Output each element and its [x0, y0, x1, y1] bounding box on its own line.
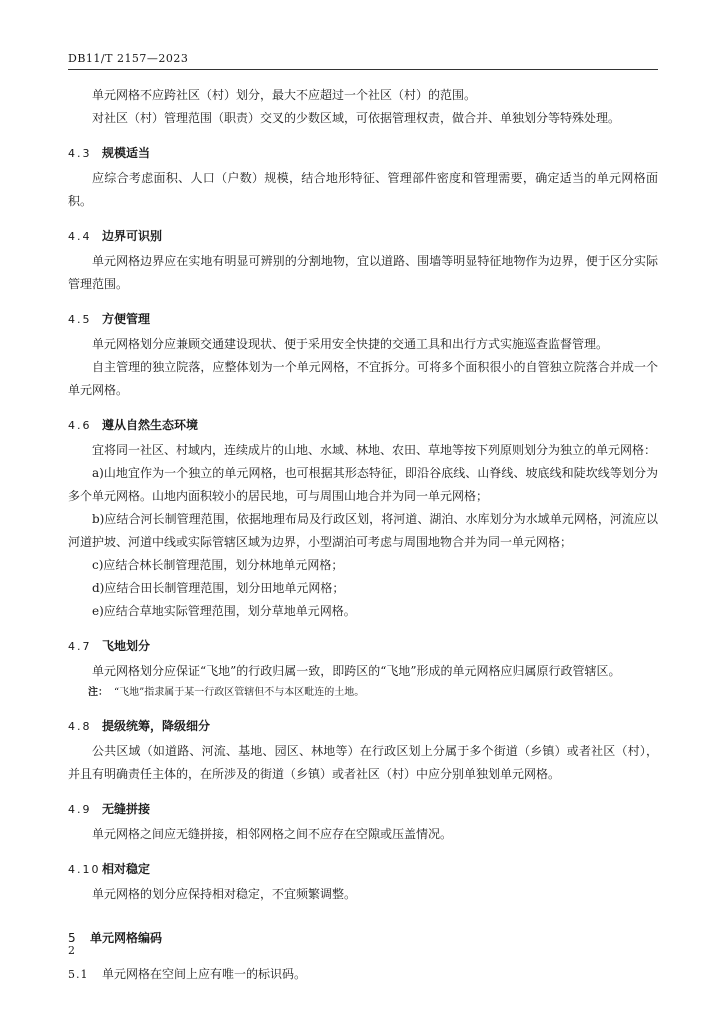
chapter-heading-5 — [68, 928, 658, 949]
chapter-number: 5 — [68, 931, 76, 945]
header-divider — [68, 69, 658, 70]
paragraph: 自主管理的独立院落，应整体划为一个单元网格，不宜拆分。可将多个面积很小的自管独立院落合并成一个单元网格。 — [68, 360, 658, 397]
clause-text: 单元网格在空间上应有唯一的标识码。 — [102, 967, 307, 981]
clause-title: 飞地划分 — [102, 639, 151, 653]
clause-title: 方便管理 — [102, 312, 151, 326]
clause-heading-4-4 — [68, 226, 658, 247]
paragraph: 应综合考虑面积、人口（户数）规模，结合地形特征、管理部件密度和管理需要，确定适当的单元网格面积。 — [68, 171, 658, 208]
clause-heading-4-5 — [68, 309, 658, 330]
paragraph: 单元网格之间应无缝拼接，相邻网格之间不应存在空隙或压盖情况。 — [92, 827, 453, 841]
clause-number: 4.9 — [68, 803, 92, 816]
note — [68, 683, 658, 703]
list-item: d)应结合田长制管理范围，划分田地单元网格； — [92, 581, 345, 595]
paragraph: 单元网格不应跨社区（村）划分，最大不应超过一个社区（村）的范围。 — [92, 88, 477, 102]
document-body — [68, 84, 658, 986]
note-text: “飞地”指隶属于某一行政区管辖但不与本区毗连的土地。 — [114, 687, 365, 698]
clause-title: 提级统筹，降级细分 — [102, 719, 211, 733]
clause-title: 无缝拼接 — [102, 802, 151, 816]
clause-number: 4.8 — [68, 720, 92, 733]
note-label: 注： — [88, 687, 108, 698]
clause-heading-4-6 — [68, 415, 658, 436]
paragraph: 公共区域（如道路、河流、基地、园区、林地等）在行政区划上分属于多个街道（乡镇）或者社区（村），并且有明确责任主体的，在所涉及的街道（乡镇）或者社区（村）中应分别单独划单元网格。 — [68, 744, 658, 781]
clause-number: 4.7 — [68, 640, 92, 653]
clause-title: 规模适当 — [102, 146, 151, 160]
paragraph: 单元网格的划分应保持相对稳定，不宜频繁调整。 — [92, 887, 357, 901]
clause-5-1 — [68, 963, 658, 986]
clause-title: 边界可识别 — [102, 229, 163, 243]
clause-title: 遵从自然生态环境 — [102, 418, 199, 432]
clause-heading-4-9 — [68, 799, 658, 820]
paragraph: 宜将同一社区、村域内，连续成片的山地、水域、林地、农田、草地等按下列原则划分为独立的单元网格： — [92, 443, 657, 457]
list-item: a)山地宜作为一个独立的单元网格，也可根据其形态特征，即沿谷底线、山脊线、坡底线和陡坎线等划分为多个单元网格。山地内面积较小的居民地，可与周围山地合并为同一单元网格； — [68, 466, 658, 503]
clause-number: 5.1 — [68, 968, 89, 981]
paragraph: 单元网格边界应在实地有明显可辨别的分割地物，宜以道路、围墙等明显特征地物作为边界，便于区分实际管理范围。 — [68, 254, 658, 291]
paragraph: 单元网格划分应保证“飞地”的行政归属一致，即跨区的“飞地”形成的单元网格应归属原行政管辖区。 — [92, 664, 621, 678]
chapter-title: 单元网格编码 — [90, 931, 163, 945]
list-item: b)应结合河长制管理范围，依据地理布局及行政区划，将河道、湖泊、水库划分为水域单元网格，河流应以河道护坡、河道中线或实际管辖区域为边界，小型湖泊可考虑与周围地物合并为同一单元网格； — [68, 512, 658, 549]
clause-heading-4-8 — [68, 716, 658, 737]
clause-title: 相对稳定 — [102, 862, 151, 876]
clause-number: 4.3 — [68, 147, 92, 160]
clause-number: 4.4 — [68, 230, 92, 243]
list-item: c)应结合林长制管理范围，划分林地单元网格； — [92, 558, 344, 572]
page-number: 2 — [68, 944, 75, 957]
document-code-header: DB11/T 2157—2023 — [68, 52, 189, 65]
clause-number: 4.5 — [68, 313, 92, 326]
clause-number: 4.10 — [68, 863, 101, 876]
clause-number: 4.6 — [68, 419, 92, 432]
clause-heading-4-10 — [68, 859, 658, 880]
clause-heading-4-3 — [68, 143, 658, 164]
clause-heading-4-7 — [68, 636, 658, 657]
paragraph: 对社区（村）管理范围（职责）交叉的少数区域，可依据管理权责，做合并、单独划分等特殊处理。 — [92, 111, 621, 125]
paragraph: 单元网格划分应兼顾交通建设现状、便于采用安全快捷的交通工具和出行方式实施巡查监督管理。 — [92, 337, 609, 351]
list-item: e)应结合草地实际管理范围，划分草地单元网格。 — [92, 604, 356, 618]
